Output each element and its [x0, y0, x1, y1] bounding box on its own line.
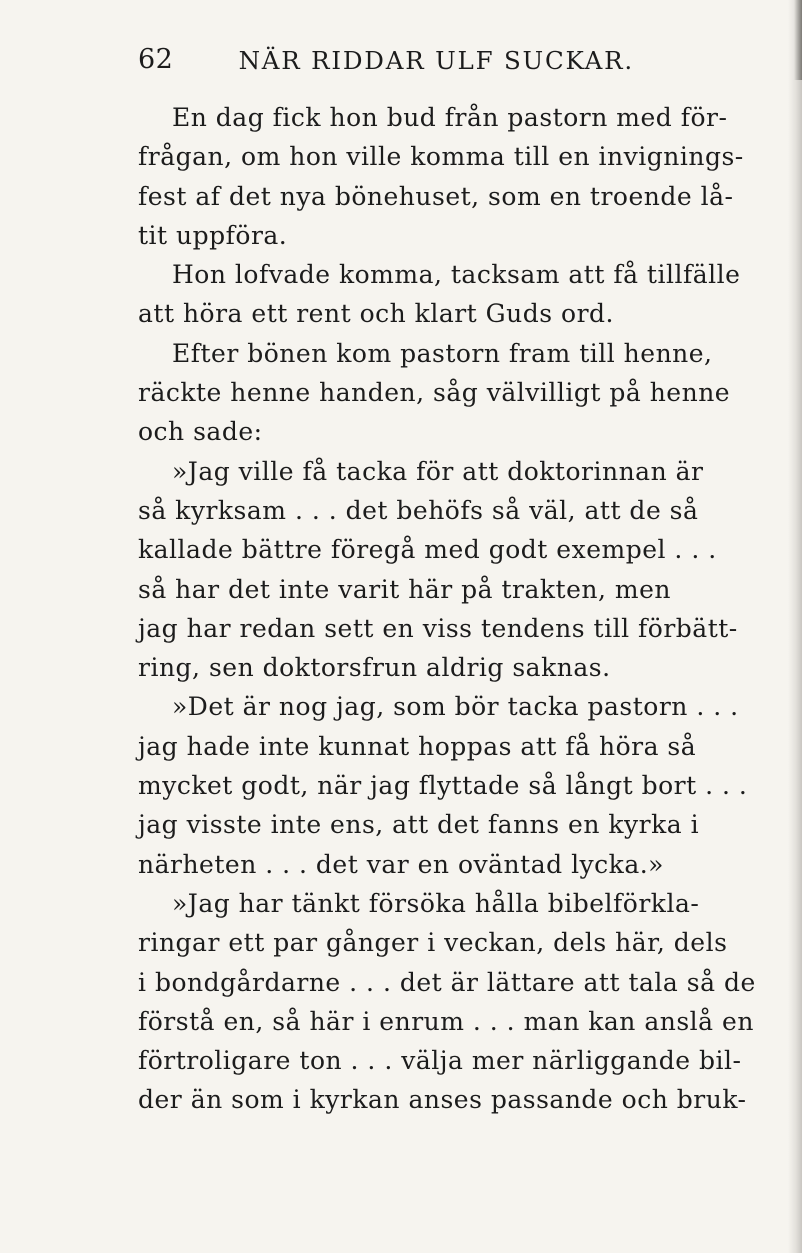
text-line: i bondgårdarne . . . det är lättare att tala så de	[138, 967, 756, 997]
text-line: jag visste inte ens, att det fanns en kyrka i	[138, 810, 700, 840]
page-header	[138, 44, 634, 84]
text-line: jag hade inte kunnat hoppas att få höra så	[138, 731, 697, 761]
text-line: att höra ett rent och klart Guds ord.	[138, 299, 614, 329]
text-line: mycket godt, när jag flyttade så långt bort . . .	[138, 771, 748, 801]
text-line: Efter bönen kom pastorn fram till henne,	[172, 338, 713, 368]
body-text	[138, 98, 756, 1120]
text-line: ringar ett par gånger i veckan, dels här, dels	[138, 928, 728, 958]
text-line: och sade:	[138, 417, 263, 447]
text-line: »Det är nog jag, som bör tacka pastorn . . .	[172, 692, 739, 722]
text-line: närheten . . . det var en oväntad lycka.»	[138, 849, 664, 879]
text-line: En dag fick hon bud från pastorn med för-	[172, 103, 728, 132]
text-line: fest af det nya bönehuset, som en troende lå-	[138, 181, 734, 211]
text-line: »Jag ville få tacka för att doktorinnan är	[172, 456, 704, 486]
text-line: »Jag har tänkt försöka hålla bibelförkla-	[172, 888, 700, 918]
text-line: så har det inte varit här på trakten, men	[138, 574, 671, 604]
page-number: 62	[138, 44, 174, 75]
text-line: ring, sen doktorsfrun aldrig saknas.	[138, 653, 611, 683]
text-line: räckte henne handen, såg välvilligt på henne	[138, 378, 731, 408]
text-line: förstå en, så här i enrum . . . man kan anslå en	[138, 1006, 754, 1036]
text-line: jag har redan sett en viss tendens till förbätt-	[138, 613, 738, 643]
text-line: Hon lofvade komma, tacksam att få tillfälle	[172, 260, 741, 290]
text-line: der än som i kyrkan anses passande och bruk-	[138, 1085, 747, 1115]
page-edge-shadow	[788, 0, 802, 1253]
text-line: frågan, om hon ville komma till en invignings-	[138, 142, 744, 172]
text-line: tit uppföra.	[138, 220, 288, 250]
page-edge-shadow-top	[794, 0, 802, 80]
text-line: förtroligare ton . . . välja mer närliggande bil-	[138, 1046, 742, 1076]
running-title: NÄR RIDDAR ULF SUCKAR.	[238, 46, 634, 75]
text-line: kallade bättre föregå med godt exempel . . .	[138, 535, 717, 565]
text-line: så kyrksam . . . det behöfs så väl, att de så	[138, 495, 699, 525]
